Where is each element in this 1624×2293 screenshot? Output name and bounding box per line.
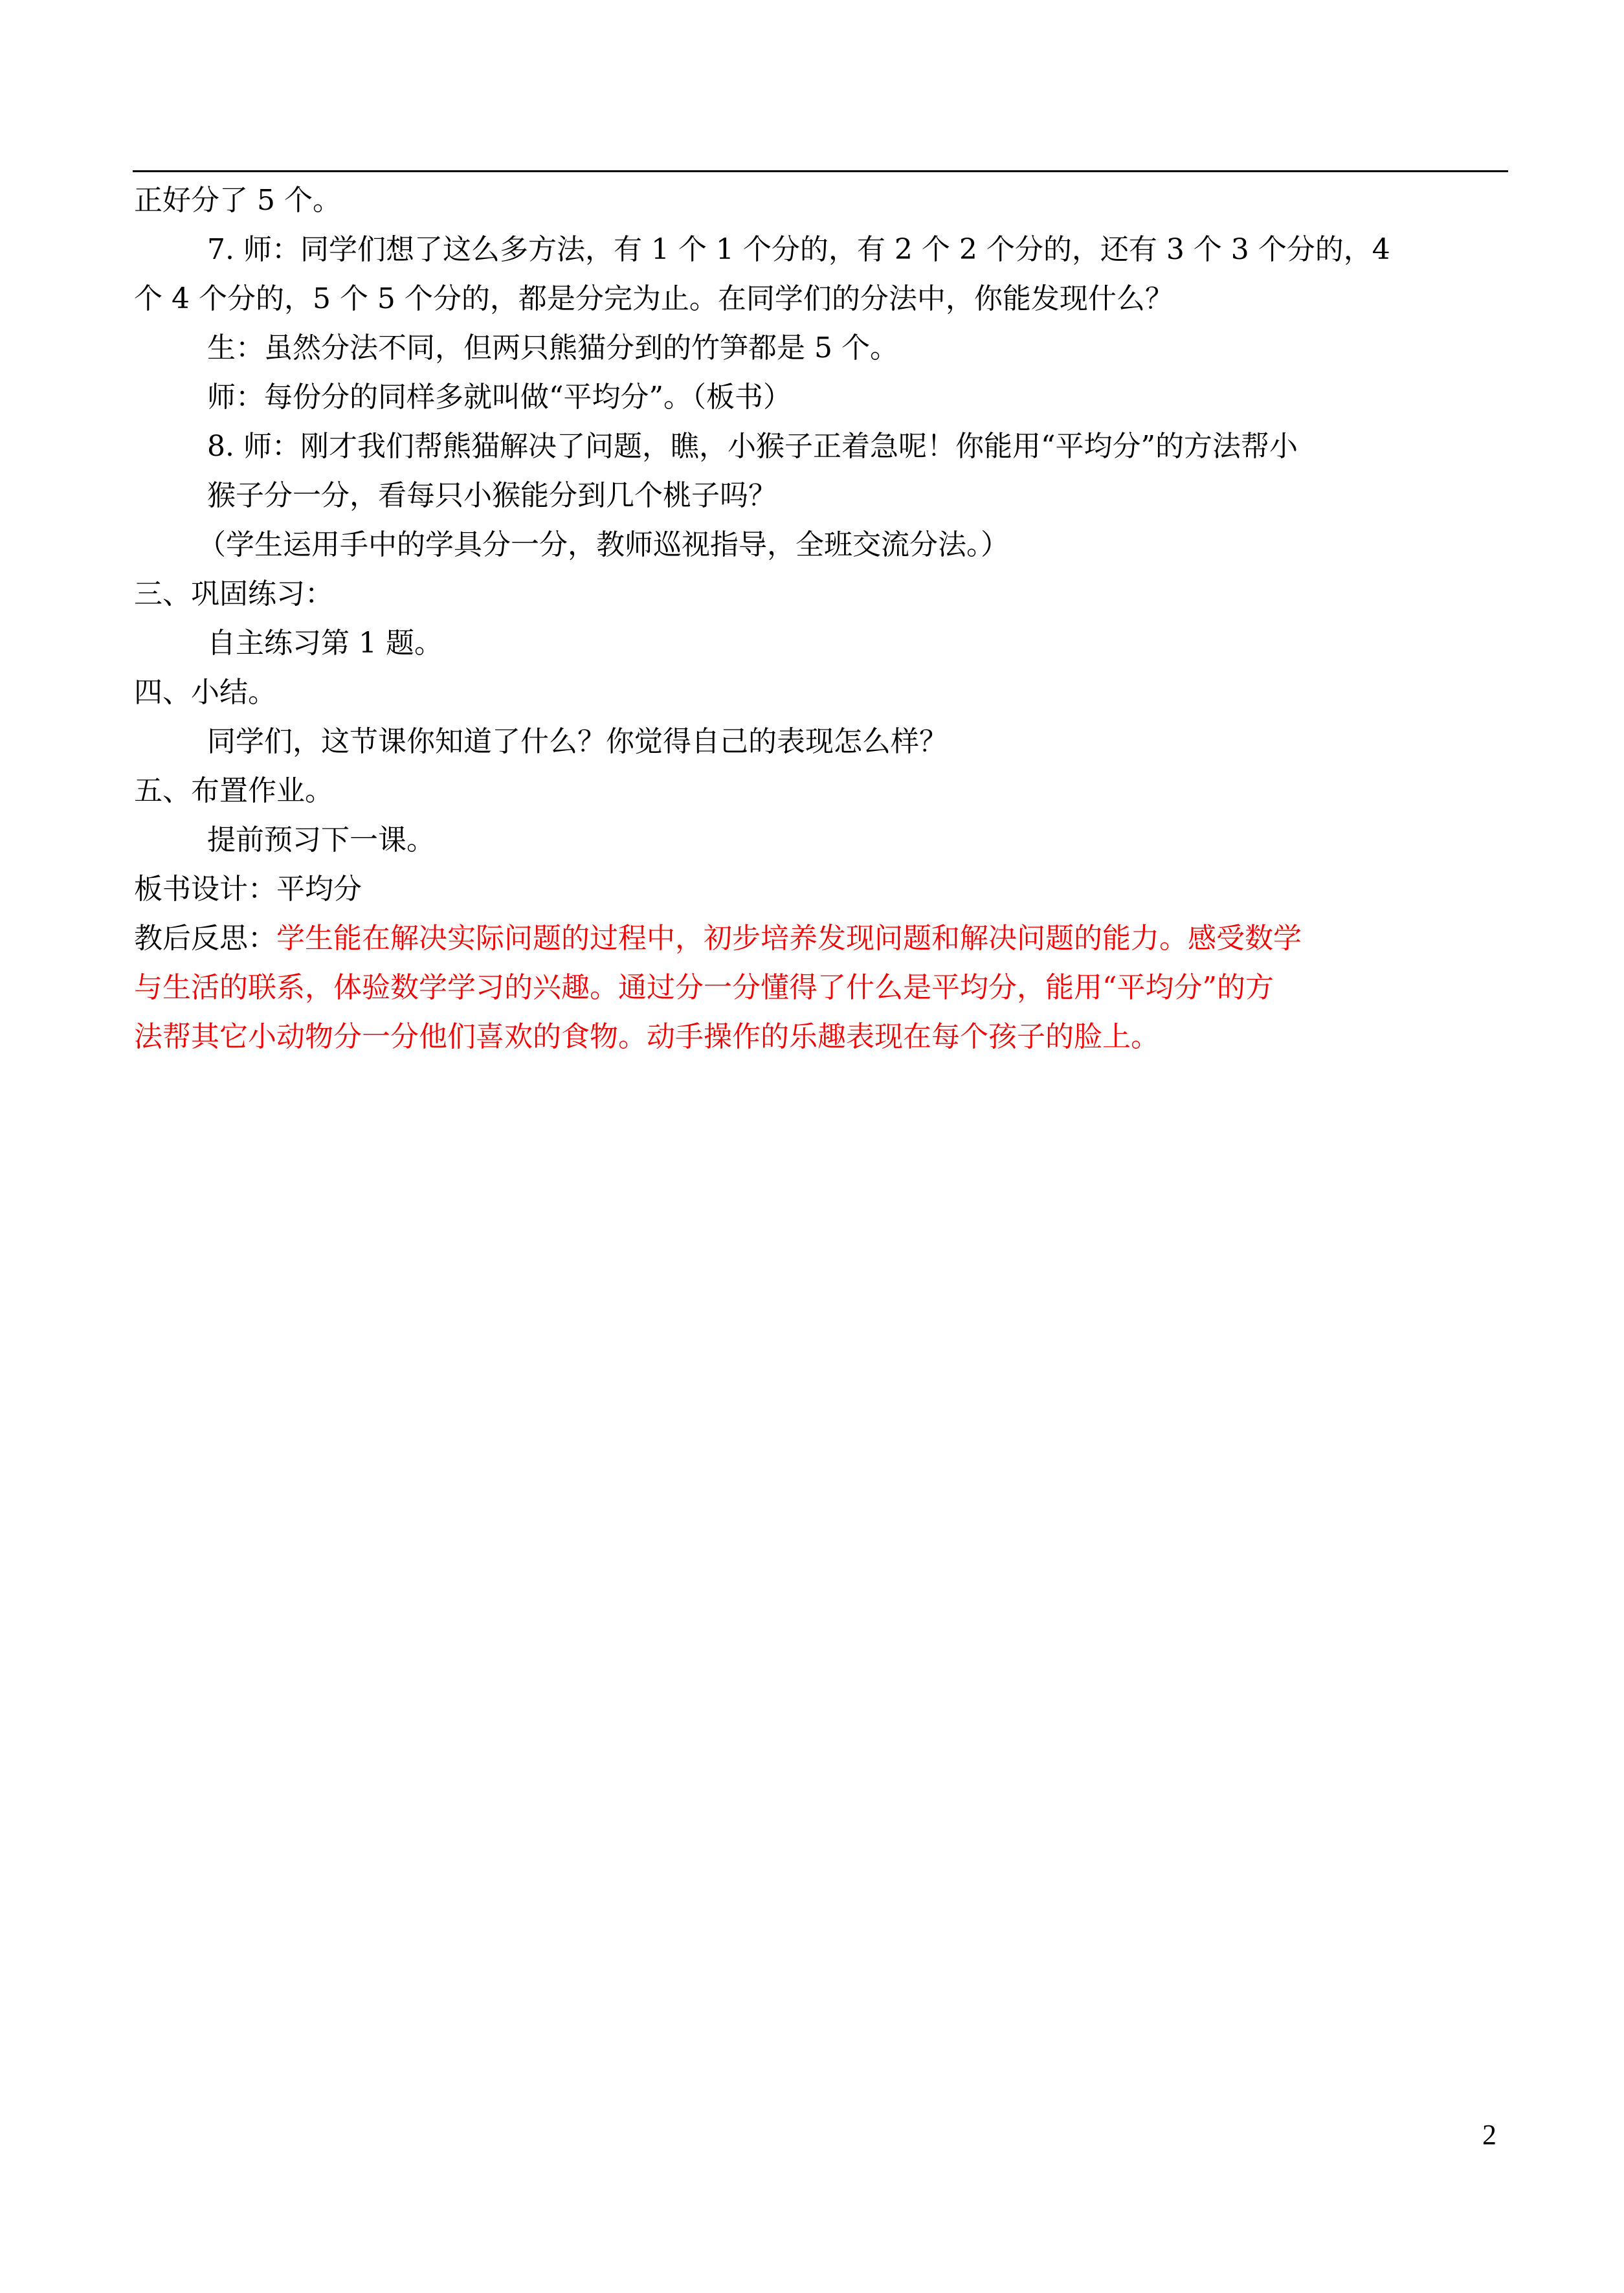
page-number: 2 xyxy=(1482,2119,1496,2151)
reflection-text: 法帮其它小动物分一分他们喜欢的食物。动手操作的乐趣表现在每个孩子的脸上。 xyxy=(134,1020,1159,1053)
paragraph-line: 7. 师：同学们想了这么多方法，有 1 个 1 个分的，有 2 个 2 个分的，还有 3 个 3 个分的，4 xyxy=(207,233,1390,266)
paragraph-line: 自主练习第 1 题。 xyxy=(207,627,443,660)
paragraph-line: 个 4 个分的，5 个 5 个分的，都是分完为止。在同学们的分法中，你能发现什么？ xyxy=(134,282,1174,315)
paragraph-line: 8. 师：刚才我们帮熊猫解决了问题，瞧，小猴子正着急呢！你能用“平均分”的方法帮小 xyxy=(207,430,1298,463)
reflection-line xyxy=(134,914,1509,963)
reflection-label: 教后反思： xyxy=(134,922,276,955)
paragraph-line: 师：每份分的同样多就叫做“平均分”。（板书） xyxy=(207,381,792,414)
paragraph-line: （学生运用手中的学具分一分，教师巡视指导，全班交流分法。） xyxy=(197,528,1009,561)
section-heading: 三、巩固练习： xyxy=(134,577,333,610)
paragraph-line: 提前预习下一课。 xyxy=(207,823,435,856)
paragraph-line: 同学们，这节课你知道了什么？你觉得自己的表现怎么样？ xyxy=(207,725,948,758)
section-heading: 五、布置作业。 xyxy=(134,774,333,807)
section-heading: 四、小结。 xyxy=(134,676,276,709)
board-design-line: 板书设计：平均分 xyxy=(134,873,362,906)
paragraph-line: 猴子分一分，看每只小猴能分到几个桃子吗？ xyxy=(207,479,777,512)
reflection-text: 与生活的联系，体验数学学习的兴趣。通过分一分懂得了什么是平均分，能用“平均分”的方 xyxy=(134,971,1274,1004)
header-rule xyxy=(133,170,1508,172)
paragraph-line: 生：虽然分法不同，但两只熊猫分到的竹笋都是 5 个。 xyxy=(207,331,898,364)
reflection-text: 学生能在解决实际问题的过程中，初步培养发现问题和解决问题的能力。感受数学 xyxy=(276,922,1302,955)
paragraph-line: 正好分了 5 个。 xyxy=(134,184,341,217)
document-body xyxy=(134,176,1509,1062)
